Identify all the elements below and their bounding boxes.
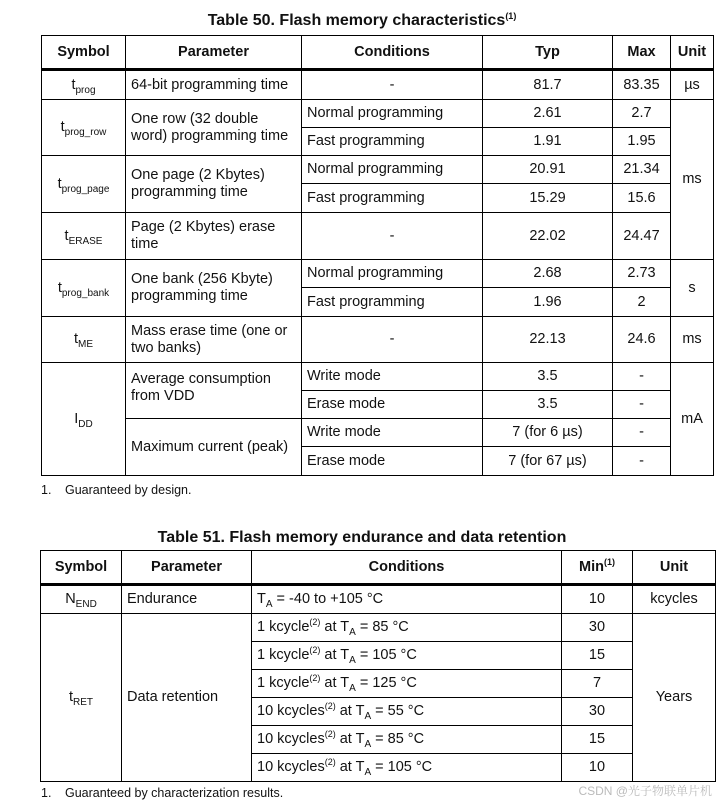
condition: Fast programming	[302, 128, 483, 156]
table-row	[42, 70, 714, 100]
header-parameter: Parameter	[122, 551, 252, 585]
typ: 2.61	[483, 100, 613, 128]
table-row	[41, 585, 716, 614]
table-51-footnote: 1. Guaranteed by characterization results.	[41, 786, 284, 800]
table-row	[41, 614, 716, 642]
table-row	[42, 100, 714, 128]
typ: 22.02	[483, 213, 613, 260]
table-row	[42, 317, 714, 363]
max: -	[613, 363, 671, 391]
min: 10	[562, 754, 633, 782]
parameter: One row (32 double word) programming time	[126, 100, 302, 156]
typ: 3.5	[483, 363, 613, 391]
max: 15.6	[613, 184, 671, 213]
condition: -	[302, 317, 483, 363]
symbol: $t_{prog\_row}$	[42, 100, 126, 156]
parameter: Maximum current (peak)	[126, 419, 302, 476]
symbol: $t_{prog\_page}$	[42, 156, 126, 213]
parameter: Average consumption from VDD	[126, 363, 302, 419]
min: 30	[562, 614, 633, 642]
typ: 1.96	[483, 288, 613, 317]
condition: Erase mode	[302, 391, 483, 419]
max: 21.34	[613, 156, 671, 184]
typ: 20.91	[483, 156, 613, 184]
parameter: One page (2 Kbytes) programming time	[126, 156, 302, 213]
table-50	[41, 35, 714, 476]
header-row	[42, 36, 714, 70]
table-row	[42, 363, 714, 391]
condition: Normal programming	[302, 156, 483, 184]
unit: ms	[671, 317, 714, 363]
max: -	[613, 447, 671, 476]
header-typ: Typ	[483, 36, 613, 70]
watermark: CSDN @光子物联单片机	[578, 784, 712, 798]
condition: 1 kcycle$^{(2)}$ at $T_A = 125$ °C	[252, 670, 562, 698]
condition: $T_A = -40$ to +105 °C	[252, 585, 562, 614]
min: 15	[562, 726, 633, 754]
symbol: $N_{END}$	[41, 585, 122, 614]
header-unit: Unit	[633, 551, 716, 585]
unit: µs	[671, 70, 714, 100]
condition: 10 kcycles$^{(2)}$ at $T_A = 105$ °C	[252, 754, 562, 782]
typ: 7 (for 6 µs)	[483, 419, 613, 447]
header-unit: Unit	[671, 36, 714, 70]
typ: 1.91	[483, 128, 613, 156]
condition: Fast programming	[302, 288, 483, 317]
header-min: Min$^{(1)}$	[562, 551, 633, 585]
typ: 81.7	[483, 70, 613, 100]
condition: Write mode	[302, 363, 483, 391]
condition: -	[302, 70, 483, 100]
max: -	[613, 419, 671, 447]
typ: 3.5	[483, 391, 613, 419]
min: 15	[562, 642, 633, 670]
condition: 1 kcycle$^{(2)}$ at $T_A = 85$ °C	[252, 614, 562, 642]
footnote-ref: (1)	[505, 11, 517, 21]
min: 30	[562, 698, 633, 726]
typ: 2.68	[483, 260, 613, 288]
condition: Normal programming	[302, 260, 483, 288]
max: 1.95	[613, 128, 671, 156]
header-parameter: Parameter	[126, 36, 302, 70]
max: 83.35	[613, 70, 671, 100]
header-row	[41, 551, 716, 585]
typ: 15.29	[483, 184, 613, 213]
condition: Fast programming	[302, 184, 483, 213]
table-row	[42, 419, 714, 447]
typ: 22.13	[483, 317, 613, 363]
parameter: 64-bit programming time	[126, 70, 302, 100]
table-51	[40, 550, 716, 782]
parameter: One bank (256 Kbyte) programming time	[126, 260, 302, 317]
symbol: $t_{ERASE}$	[42, 213, 126, 260]
table-50-title	[0, 11, 724, 31]
parameter: Mass erase time (one or two banks)	[126, 317, 302, 363]
max: 2	[613, 288, 671, 317]
max: 2.7	[613, 100, 671, 128]
symbol: $t_{ME}$	[42, 317, 126, 363]
max: 24.47	[613, 213, 671, 260]
table-row	[42, 156, 714, 184]
unit: ms	[671, 100, 714, 260]
condition: Normal programming	[302, 100, 483, 128]
symbol: $t_{prog\_bank}$	[42, 260, 126, 317]
condition: -	[302, 213, 483, 260]
unit: Years	[633, 614, 716, 782]
parameter: Endurance	[122, 585, 252, 614]
condition: 10 kcycles$^{(2)}$ at $T_A = 85$ °C	[252, 726, 562, 754]
max: 24.6	[613, 317, 671, 363]
table-50-footnote: 1. Guaranteed by design.	[41, 483, 192, 497]
max: 2.73	[613, 260, 671, 288]
condition: 10 kcycles$^{(2)}$ at $T_A = 55$ °C	[252, 698, 562, 726]
parameter: Page (2 Kbytes) erase time	[126, 213, 302, 260]
symbol: $t_{prog}$	[42, 70, 126, 100]
symbol: $t_{RET}$	[41, 614, 122, 782]
table-row	[42, 213, 714, 260]
header-max: Max	[613, 36, 671, 70]
max: -	[613, 391, 671, 419]
unit: s	[671, 260, 714, 317]
min: 7	[562, 670, 633, 698]
table-row	[42, 260, 714, 288]
min: 10	[562, 585, 633, 614]
table-51-title: Table 51. Flash memory endurance and data retention	[157, 529, 567, 546]
header-conditions: Conditions	[252, 551, 562, 585]
header-symbol: Symbol	[42, 36, 126, 70]
condition: Erase mode	[302, 447, 483, 476]
unit: mA	[671, 363, 714, 476]
data-retention-rows	[41, 614, 716, 782]
condition: 1 kcycle$^{(2)}$ at $T_A = 105$ °C	[252, 642, 562, 670]
condition: Write mode	[302, 419, 483, 447]
typ: 7 (for 67 µs)	[483, 447, 613, 476]
header-symbol: Symbol	[41, 551, 122, 585]
header-conditions: Conditions	[302, 36, 483, 70]
table-50-title-text: Table 50. Flash memory characteristics	[207, 12, 506, 29]
unit: kcycles	[633, 585, 716, 614]
parameter: Data retention	[122, 614, 252, 782]
symbol: $I_{DD}$	[42, 363, 126, 476]
